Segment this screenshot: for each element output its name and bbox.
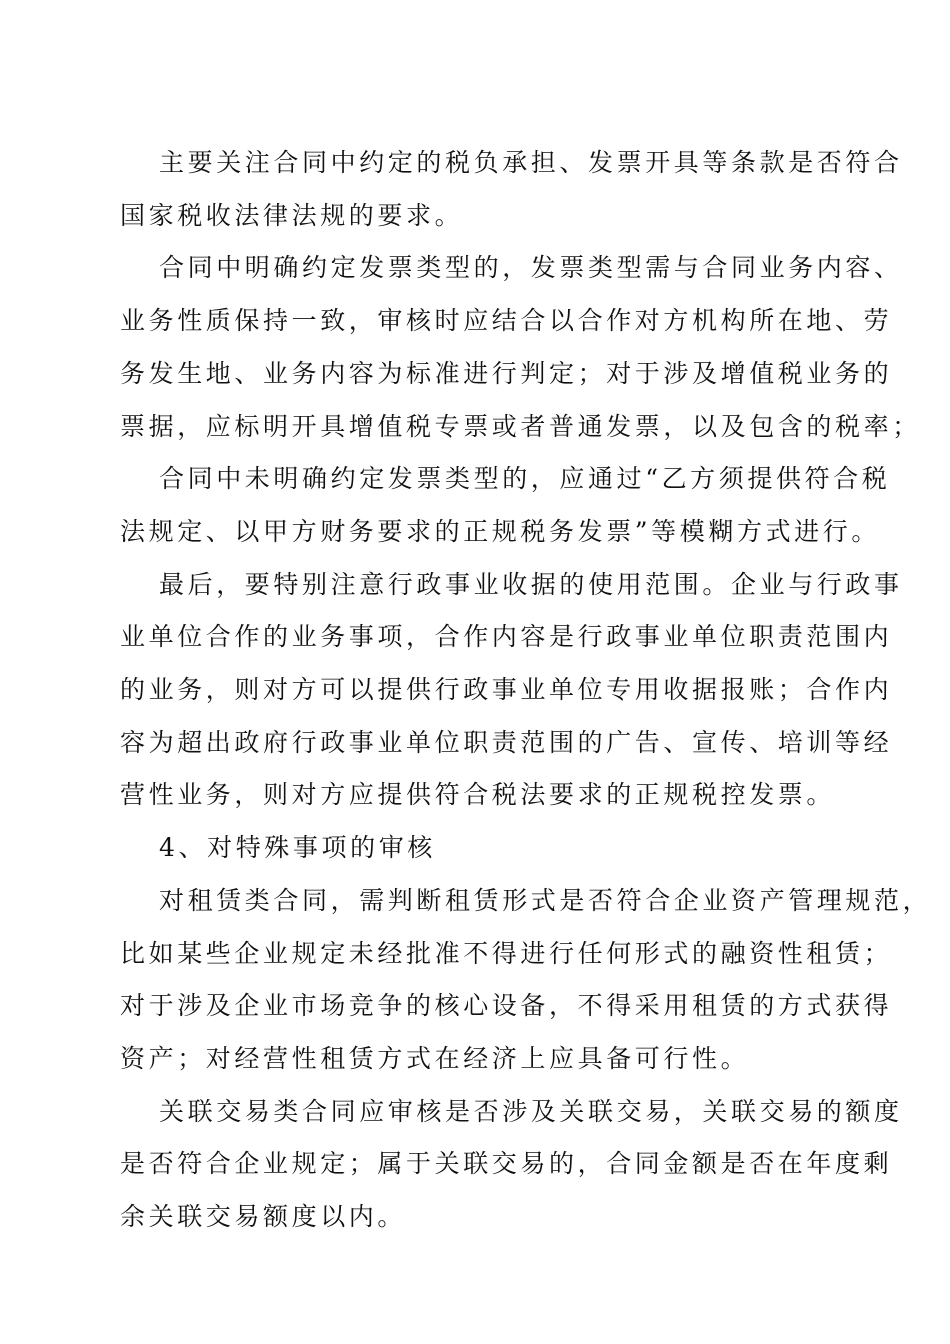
text-line: 比如某些企业规定未经批准不得进行任何形式的融资性租赁； [120,938,893,968]
section-heading: 4、对特殊事项的审核 [159,833,436,863]
text-line: 票据，应标明开具增值税专票或者普通发票，以及包含的税率； [120,411,921,441]
section-heading-special-items [120,822,832,875]
text-line: 务发生地、业务内容为标准进行判定；对于涉及增值税业务的 [120,358,893,388]
text-line: 最后，要特别注意行政事业收据的使用范围。企业与行政事 [159,569,903,599]
text-line: 业单位合作的业务事项，合作内容是行政事业单位职责范围内 [120,622,893,652]
text-line: 对租赁类合同，需判断租赁形式是否符合企业资产管理规范， [159,885,932,915]
paragraph-related-party [120,1086,903,1244]
paragraph-lease-contracts [120,875,932,1086]
text-line: 的业务，则对方可以提供行政事业单位专用收据报账；合作内 [120,675,893,705]
text-line: 关联交易类合同应审核是否涉及关联交易，关联交易的额度 [159,1096,903,1126]
text-line: 业务性质保持一致，审核时应结合以合作对方机构所在地、劳 [120,306,893,336]
text-line: 国家税收法律法规的要求。 [120,200,464,230]
paragraph-invoice-type-unspecified [120,453,891,558]
text-line: 是否符合企业规定；属于关联交易的，合同金额是否在年度剩 [120,1149,893,1179]
text-line: 容为超出政府行政事业单位职责范围的广告、宣传、培训等经 [120,727,893,757]
paragraph-invoice-type-specified [120,242,921,453]
text-line: 主要关注合同中约定的税负承担、发票开具等条款是否符合 [159,148,903,177]
document-body [120,137,932,1244]
text-line: 合同中未明确约定发票类型的，应通过“乙方须提供符合税 [159,464,891,494]
paragraph-tax-terms [120,137,903,242]
text-line: 对于涉及企业市场竞争的核心设备，不得采用租赁的方式获得 [120,991,893,1021]
paragraph-administrative-receipts [120,559,903,823]
text-line: 法规定、以甲方财务要求的正规税务发票”等模糊方式进行。 [120,516,880,546]
text-line: 营性业务，则对方应提供符合税法要求的正规税控发票。 [120,780,836,810]
text-line: 余关联交易额度以内。 [120,1202,407,1232]
text-line: 合同中明确约定发票类型的，发票类型需与合同业务内容、 [159,253,903,283]
text-line: 资产；对经营性租赁方式在经济上应具备可行性。 [120,1043,750,1073]
